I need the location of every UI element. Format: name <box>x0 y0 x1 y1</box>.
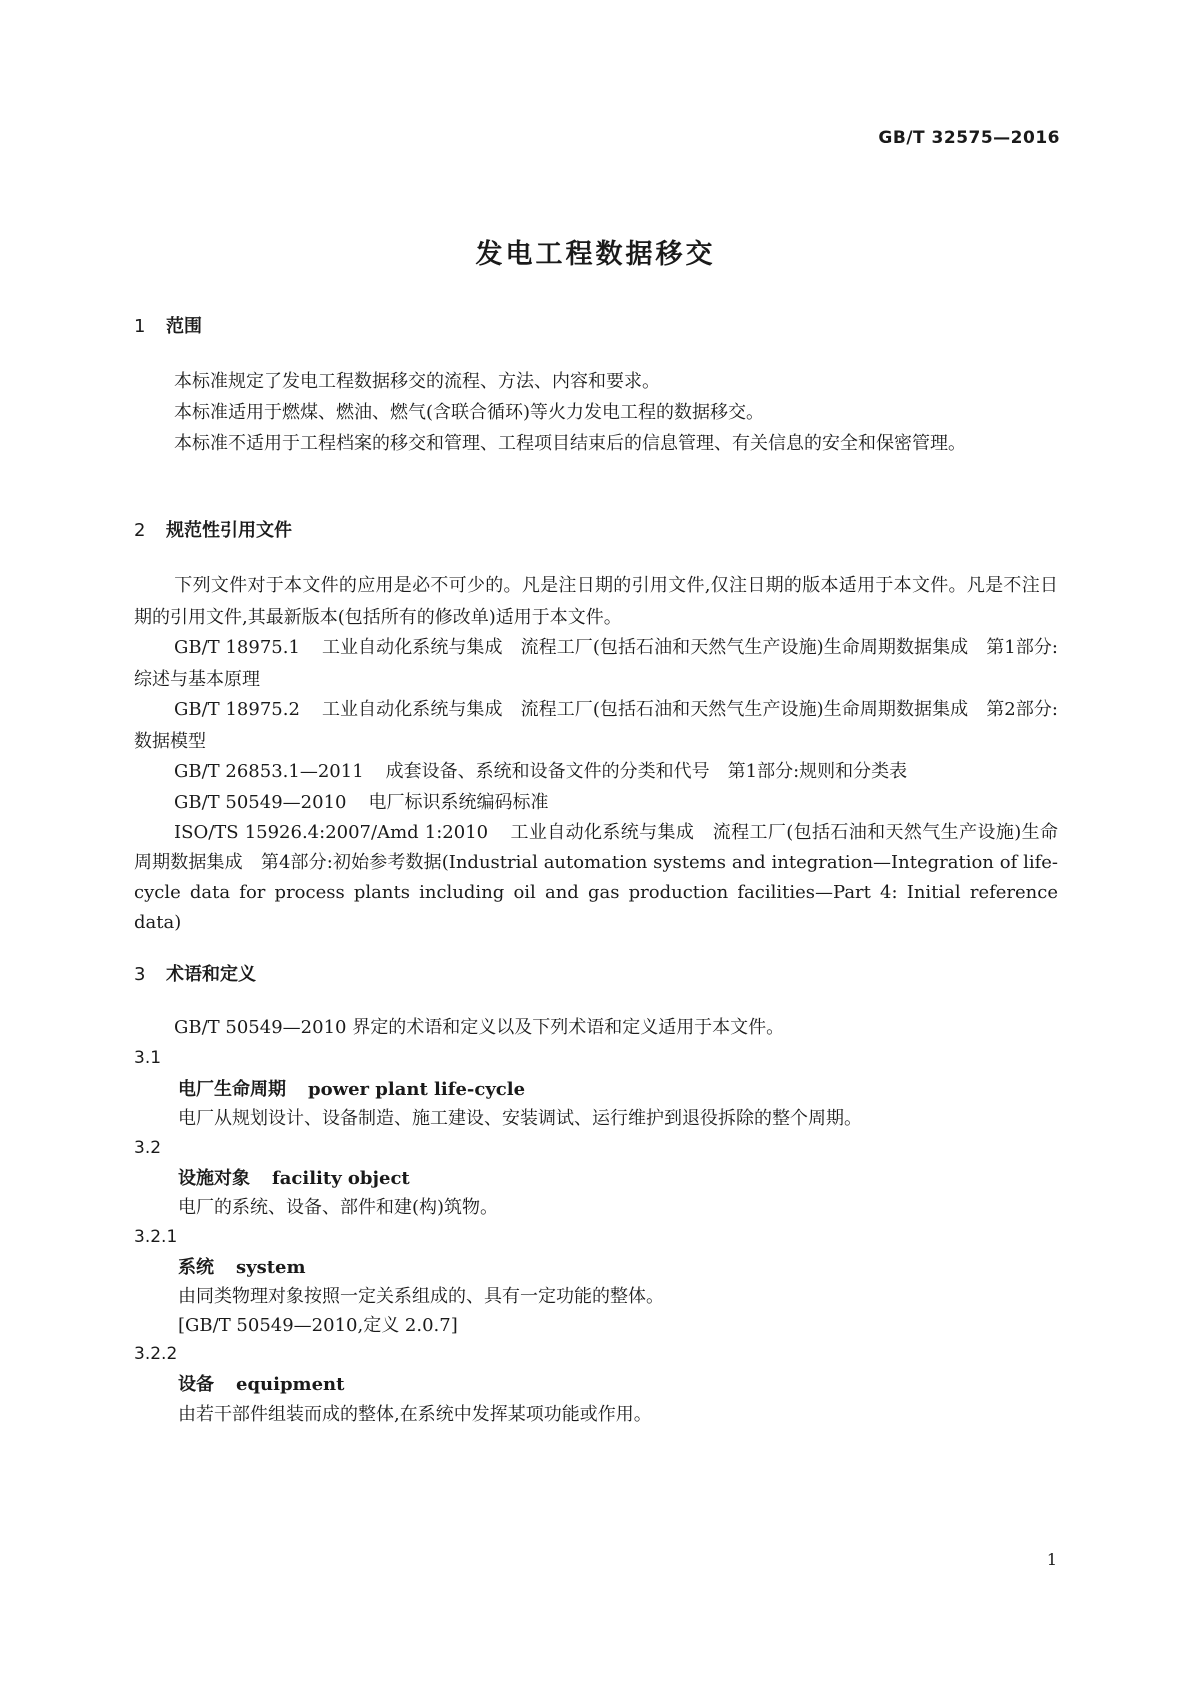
section-1-paragraph: 本标准规定了发电工程数据移交的流程、方法、内容和要求。 <box>174 371 660 392</box>
section-1-paragraph: 本标准不适用于工程档案的移交和管理、工程项目结束后的信息管理、有关信息的安全和保密管理。 <box>174 433 966 454</box>
section-2-heading <box>134 516 292 542</box>
section-3-title: 术语和定义 <box>166 964 256 985</box>
reference-title: 工业自动化系统与集成 流程工厂(包括石油和天然气生产设施)生命周期数据集成 第2部分:数据模型 <box>134 699 1058 752</box>
reference-title: 工业自动化系统与集成 流程工厂(包括石油和天然气生产设施)生命周期数据集成 第1部分:综述与基本原理 <box>134 637 1058 690</box>
section-1-heading <box>134 312 202 338</box>
reference-item <box>134 632 1058 696</box>
reference-title: 成套设备、系统和设备文件的分类和代号 第1部分:规则和分类表 <box>385 761 908 782</box>
term-number: 3.2 <box>134 1138 162 1158</box>
reference-code: GB/T 18975.2 <box>174 699 300 720</box>
term-name: 设备 equipment <box>178 1374 345 1395</box>
section-3-number: 3 <box>134 964 146 985</box>
term-name: 系统 system <box>178 1257 306 1278</box>
section-2-title: 规范性引用文件 <box>166 520 292 541</box>
term-definition: 电厂从规划设计、设备制造、施工建设、安装调试、运行维护到退役拆除的整个周期。 <box>178 1108 862 1129</box>
section-2-intro: 下列文件对于本文件的应用是必不可少的。凡是注日期的引用文件,仅注日期的版本适用于本文件。凡是不注日期的引用文件,其最新版本(包括所有的修改单)适用于本文件。 <box>134 575 1058 628</box>
reference-code: ISO/TS 15926.4:2007/Amd 1:2010 <box>174 822 489 843</box>
reference-code: GB/T 26853.1—2011 <box>174 761 364 782</box>
term-number: 3.2.1 <box>134 1227 178 1247</box>
standard-code: GB/T 32575—2016 <box>878 128 1060 148</box>
term-source: [GB/T 50549—2010,定义 2.0.7] <box>178 1315 458 1336</box>
reference-item <box>134 818 1058 938</box>
reference-item <box>134 756 1058 788</box>
section-3-heading <box>134 960 256 986</box>
page-title: 发电工程数据移交 <box>475 239 716 270</box>
term-definition: 电厂的系统、设备、部件和建(构)筑物。 <box>178 1197 499 1218</box>
page-number: 1 <box>1046 1550 1057 1569</box>
reference-title: 工业自动化系统与集成 流程工厂(包括石油和天然气生产设施)生命周期数据集成 第4部分:初始参考数据(Industrial automation systems and integration—Integration of life-cycle data for process plants including oil and gas production facilities—Part 4: Initial reference data) <box>134 822 1058 933</box>
term-definition: 由同类物理对象按照一定关系组成的、具有一定功能的整体。 <box>178 1286 664 1307</box>
section-1-number: 1 <box>134 316 146 337</box>
reference-code: GB/T 50549—2010 <box>174 792 347 813</box>
section-2-number: 2 <box>134 520 146 541</box>
reference-item <box>134 694 1058 758</box>
term-name: 设施对象 facility object <box>178 1168 410 1189</box>
section-1-paragraph: 本标准适用于燃煤、燃油、燃气(含联合循环)等火力发电工程的数据移交。 <box>174 402 765 423</box>
reference-title: 电厂标识系统编码标准 <box>368 792 549 813</box>
section-1-title: 范围 <box>166 316 202 337</box>
reference-item <box>134 787 1058 819</box>
term-definition: 由若干部件组装而成的整体,在系统中发挥某项功能或作用。 <box>178 1404 652 1425</box>
reference-code: GB/T 18975.1 <box>174 637 300 658</box>
term-number: 3.1 <box>134 1048 162 1068</box>
term-name: 电厂生命周期 power plant life-cycle <box>178 1079 526 1100</box>
term-number: 3.2.2 <box>134 1344 178 1364</box>
section-3-intro: GB/T 50549—2010 界定的术语和定义以及下列术语和定义适用于本文件。 <box>174 1017 785 1038</box>
